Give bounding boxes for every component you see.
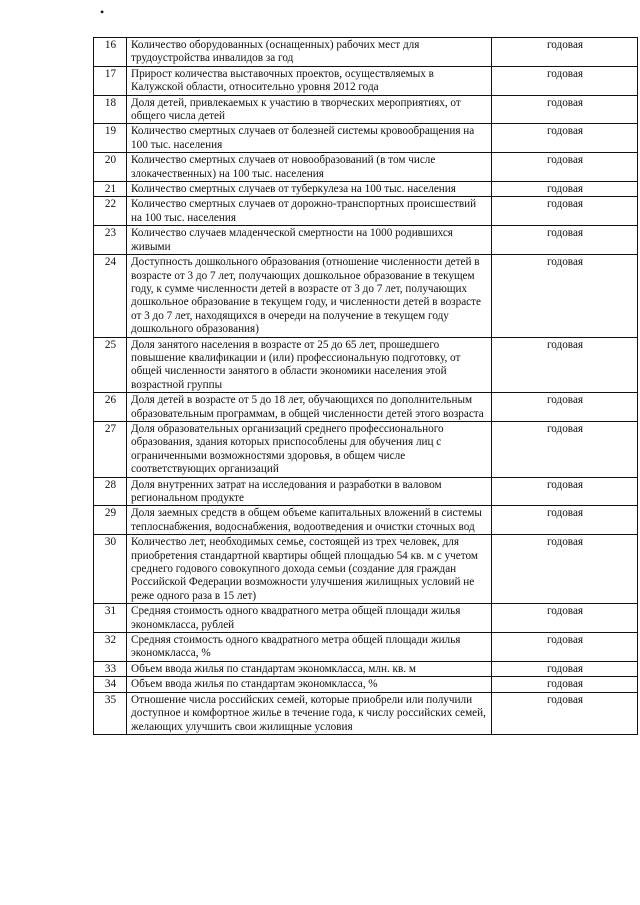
indicator-name: Количество смертных случаев от дорожно-транспортных происшествий на 100 тыс. населения (127, 197, 492, 226)
table-row (94, 197, 638, 226)
reporting-period: годовая (492, 661, 638, 676)
table-row (94, 95, 638, 124)
row-number: 25 (94, 337, 127, 393)
row-number: 35 (94, 692, 127, 734)
indicator-name: Доля образовательных организаций среднего профессионального образования, здания которых приспособлены для обучения лиц с ограниченными возможностями здоровья, в общем числе соответствующих организаций (127, 421, 492, 477)
table-row (94, 477, 638, 506)
row-number: 32 (94, 633, 127, 662)
reporting-period: годовая (492, 95, 638, 124)
indicator-name: Отношение числа российских семей, которые приобрели или получили доступное и комфортное жилье в течение года, к числу российских семей, желающих улучшить свои жилищные условия (127, 692, 492, 734)
indicator-name: Количество смертных случаев от болезней системы кровообращения на 100 тыс. населения (127, 124, 492, 153)
table-row (94, 182, 638, 197)
table-row (94, 124, 638, 153)
table-row (94, 255, 638, 337)
row-number: 20 (94, 153, 127, 182)
row-number: 26 (94, 393, 127, 422)
reporting-period: годовая (492, 506, 638, 535)
indicator-name: Доля детей в возрасте от 5 до 18 лет, обучающихся по дополнительным образовательным программам, в общей численности детей этого возраста (127, 393, 492, 422)
row-number: 30 (94, 535, 127, 604)
indicator-name: Доля детей, привлекаемых к участию в творческих мероприятиях, от общего числа детей (127, 95, 492, 124)
row-number: 16 (94, 38, 127, 67)
table-row (94, 393, 638, 422)
table-row (94, 337, 638, 393)
reporting-period: годовая (492, 38, 638, 67)
row-number: 23 (94, 226, 127, 255)
reporting-period: годовая (492, 337, 638, 393)
indicator-name: Количество лет, необходимых семье, состоящей из трех человек, для приобретения стандартной квартиры общей площадью 54 кв. м с учетом среднего годового совокупного дохода семьи (создание для граждан Российской Федерации возможности улучшения жилищных условий не реже одного раза в 15 лет) (127, 535, 492, 604)
row-number: 21 (94, 182, 127, 197)
row-number: 31 (94, 604, 127, 633)
indicator-name: Доля заемных средств в общем объеме капитальных вложений в системы теплоснабжения, водоснабжения, водоотведения и очистки сточных вод (127, 506, 492, 535)
row-number: 34 (94, 677, 127, 692)
table-row (94, 38, 638, 67)
indicators-table-body (94, 38, 638, 735)
indicator-name: Количество случаев младенческой смертности на 1000 родившихся живыми (127, 226, 492, 255)
indicator-name: Количество смертных случаев от новообразований (в том числе злокачественных) на 100 тыс. населения (127, 153, 492, 182)
reporting-period: годовая (492, 255, 638, 337)
reporting-period: годовая (492, 182, 638, 197)
table-row (94, 421, 638, 477)
table-row (94, 506, 638, 535)
indicator-name: Средняя стоимость одного квадратного метра общей площади жилья экономкласса, % (127, 633, 492, 662)
reporting-period: годовая (492, 633, 638, 662)
table-row (94, 535, 638, 604)
reporting-period: годовая (492, 421, 638, 477)
indicator-name: Объем ввода жилья по стандартам экономкласса, млн. кв. м (127, 661, 492, 676)
indicator-name: Доля внутренних затрат на исследования и разработки в валовом региональном продукте (127, 477, 492, 506)
table-row (94, 677, 638, 692)
reporting-period: годовая (492, 197, 638, 226)
page-mark: • (100, 5, 105, 19)
reporting-period: годовая (492, 477, 638, 506)
table-row (94, 633, 638, 662)
indicator-name: Объем ввода жилья по стандартам экономкласса, % (127, 677, 492, 692)
table-row (94, 604, 638, 633)
reporting-period: годовая (492, 226, 638, 255)
row-number: 24 (94, 255, 127, 337)
row-number: 18 (94, 95, 127, 124)
indicators-table (93, 37, 638, 735)
reporting-period: годовая (492, 153, 638, 182)
indicator-name: Количество оборудованных (оснащенных) рабочих мест для трудоустройства инвалидов за год (127, 38, 492, 67)
reporting-period: годовая (492, 692, 638, 734)
indicator-name: Доля занятого населения в возрасте от 25 до 65 лет, прошедшего повышение квалификации и (или) профессиональную подготовку, от общей численности занятого в области экономики населения этой возрастной группы (127, 337, 492, 393)
reporting-period: годовая (492, 677, 638, 692)
row-number: 22 (94, 197, 127, 226)
table-row (94, 661, 638, 676)
row-number: 28 (94, 477, 127, 506)
reporting-period: годовая (492, 604, 638, 633)
row-number: 27 (94, 421, 127, 477)
indicator-name: Прирост количества выставочных проектов, осуществляемых в Калужской области, относительно уровня 2012 года (127, 66, 492, 95)
row-number: 29 (94, 506, 127, 535)
indicator-name: Доступность дошкольного образования (отношение численности детей в возрасте от 3 до 7 лет, получающих дошкольное образование в текущем году, к сумме численности детей в возрасте от 3 до 7 лет, получающих дошкольное образование в текущем году, и численности детей в возрасте от 3 до 7 лет, находящихся в очереди на получение в текущем году дошкольного образования) (127, 255, 492, 337)
row-number: 19 (94, 124, 127, 153)
table-row (94, 66, 638, 95)
reporting-period: годовая (492, 66, 638, 95)
indicator-name: Средняя стоимость одного квадратного метра общей площади жилья экономкласса, рублей (127, 604, 492, 633)
row-number: 33 (94, 661, 127, 676)
reporting-period: годовая (492, 535, 638, 604)
indicator-name: Количество смертных случаев от туберкулеза на 100 тыс. населения (127, 182, 492, 197)
table-row (94, 153, 638, 182)
reporting-period: годовая (492, 124, 638, 153)
row-number: 17 (94, 66, 127, 95)
table-row (94, 692, 638, 734)
table-row (94, 226, 638, 255)
reporting-period: годовая (492, 393, 638, 422)
